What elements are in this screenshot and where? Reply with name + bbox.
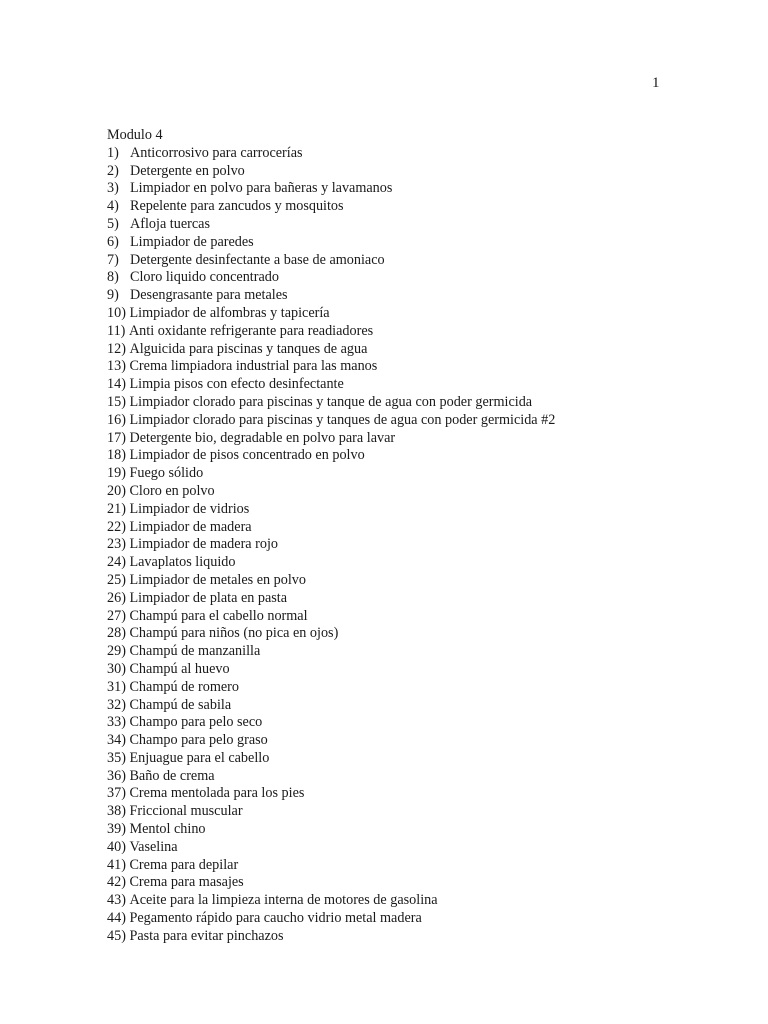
list-item [107, 821, 727, 839]
list-item-number: 23) [107, 536, 130, 553]
list-item-text: Champú al huevo [129, 660, 230, 677]
list-item [107, 732, 727, 750]
product-list [107, 145, 727, 946]
list-item-text: Crema mentolada para los pies [129, 785, 305, 802]
list-item-number: 37) [107, 785, 130, 802]
list-item-number: 6) [107, 233, 119, 250]
list-item-number: 7) [107, 251, 119, 268]
list-item-text: Cloro en polvo [129, 482, 215, 499]
list-item-text: Limpiador de madera [129, 518, 252, 535]
list-item-text: Limpiador de paredes [130, 233, 254, 250]
list-item-text: Lavaplatos liquido [129, 554, 236, 571]
list-item-text: Fuego sólido [129, 465, 204, 482]
list-item-text: Crema para depilar [129, 856, 239, 873]
list-item [107, 643, 727, 661]
list-item-number: 9) [107, 287, 119, 304]
list-item [107, 305, 727, 323]
list-item-number: 12) [107, 340, 130, 357]
list-item [107, 180, 727, 198]
list-item [107, 572, 727, 590]
list-item-text: Vaselina [129, 838, 178, 855]
list-item [107, 625, 727, 643]
list-item-text: Champú para el cabello normal [129, 607, 308, 624]
list-item-number: 24) [107, 554, 130, 571]
list-item-number: 2) [107, 162, 119, 179]
list-item-text: Limpiador de madera rojo [129, 536, 278, 553]
list-item [107, 661, 727, 679]
list-item [107, 928, 727, 946]
list-item-text: Champú de sabila [129, 696, 232, 713]
list-item-number: 45) [107, 927, 130, 944]
list-item-number: 25) [107, 571, 130, 588]
list-item [107, 412, 727, 430]
list-item-text: Detergente en polvo [130, 162, 245, 179]
list-item-text: Champú de manzanilla [129, 643, 261, 660]
list-item-text: Baño de crema [129, 767, 215, 784]
list-item [107, 394, 727, 412]
list-item [107, 483, 727, 501]
list-item [107, 608, 727, 626]
list-item-number: 16) [107, 411, 130, 428]
list-item-text: Champú para niños (no pica en ojos) [129, 625, 339, 642]
list-item-text: Crema para masajes [129, 874, 244, 891]
list-item [107, 430, 727, 448]
list-item-text: Limpiador de alfombras y tapicería [129, 304, 330, 321]
list-item-number: 19) [107, 465, 130, 482]
list-item-number: 42) [107, 874, 130, 891]
list-item-text: Afloja tuercas [130, 215, 210, 232]
list-item [107, 590, 727, 608]
list-item [107, 803, 727, 821]
list-item-text: Limpiador clorado para piscinas y tanque de agua con poder germicida [129, 393, 533, 410]
list-item-number: 38) [107, 803, 130, 820]
list-item-number: 40) [107, 838, 130, 855]
list-item-text: Repelente para zancudos y mosquitos [130, 198, 344, 215]
list-item-number: 44) [107, 910, 130, 927]
list-item [107, 785, 727, 803]
list-item-text: Champo para pelo graso [129, 732, 268, 749]
list-item-number: 43) [107, 892, 130, 909]
list-item [107, 341, 727, 359]
list-item-text: Alguicida para piscinas y tanques de agua [129, 340, 368, 357]
list-item [107, 198, 727, 216]
list-item-text: Aceite para la limpieza interna de motores de gasolina [129, 892, 438, 909]
list-item [107, 910, 727, 928]
list-item-number: 15) [107, 393, 130, 410]
list-item-text: Limpiador de metales en polvo [129, 571, 306, 588]
list-item [107, 465, 727, 483]
list-item-text: Pasta para evitar pinchazos [129, 927, 284, 944]
list-item [107, 857, 727, 875]
list-item [107, 269, 727, 287]
list-item-text: Detergente bio, degradable en polvo para lavar [129, 429, 396, 446]
list-item-number: 3) [107, 180, 119, 197]
list-item-number: 34) [107, 732, 130, 749]
module-heading: Modulo 4 [107, 127, 163, 143]
list-item-number: 11) [107, 322, 129, 339]
list-item-number: 8) [107, 269, 119, 286]
list-item-text: Anticorrosivo para carrocerías [130, 144, 303, 161]
list-item-number: 10) [107, 304, 130, 321]
list-item [107, 323, 727, 341]
list-item-number: 17) [107, 429, 130, 446]
list-item-number: 41) [107, 856, 130, 873]
list-item-text: Pegamento rápido para caucho vidrio metal madera [129, 910, 422, 927]
list-item [107, 145, 727, 163]
list-item-number: 20) [107, 482, 130, 499]
list-item [107, 892, 727, 910]
list-item-number: 1) [107, 144, 119, 161]
list-item-text: Cloro liquido concentrado [130, 269, 279, 286]
list-item-number: 27) [107, 607, 130, 624]
list-item-text: Limpiador clorado para piscinas y tanques de agua con poder germicida #2 [129, 411, 556, 428]
list-item [107, 163, 727, 181]
list-item-number: 30) [107, 660, 130, 677]
list-item-text: Champú de romero [129, 678, 239, 695]
list-item [107, 376, 727, 394]
list-item-number: 4) [107, 198, 119, 215]
list-item-text: Detergente desinfectante a base de amoniaco [130, 251, 385, 268]
list-item [107, 714, 727, 732]
list-item-number: 35) [107, 749, 130, 766]
list-item-number: 21) [107, 500, 130, 517]
list-item [107, 697, 727, 715]
list-item-text: Limpiador de plata en pasta [129, 589, 288, 606]
list-item [107, 554, 727, 572]
list-item-number: 28) [107, 625, 130, 642]
list-item [107, 216, 727, 234]
list-item-number: 29) [107, 643, 130, 660]
list-item-text: Enjuague para el cabello [129, 749, 270, 766]
list-item-number: 33) [107, 714, 130, 731]
list-item-text: Desengrasante para metales [130, 287, 288, 304]
list-item [107, 874, 727, 892]
list-item-text: Mentol chino [129, 821, 206, 838]
list-item-number: 26) [107, 589, 130, 606]
list-item-text: Limpia pisos con efecto desinfectante [129, 376, 344, 393]
list-item-text: Limpiador en polvo para bañeras y lavamanos [130, 180, 393, 197]
list-item-number: 13) [107, 358, 130, 375]
list-item-text: Friccional muscular [129, 803, 243, 820]
list-item-number: 14) [107, 376, 130, 393]
list-item [107, 358, 727, 376]
list-item-number: 18) [107, 447, 130, 464]
list-item [107, 768, 727, 786]
list-item-text: Anti oxidante refrigerante para readiadores [128, 322, 374, 339]
list-item-number: 39) [107, 821, 130, 838]
list-item [107, 287, 727, 305]
list-item-text: Champo para pelo seco [129, 714, 263, 731]
list-item [107, 234, 727, 252]
list-item [107, 839, 727, 857]
list-item [107, 252, 727, 270]
document-body [107, 127, 727, 946]
list-item [107, 536, 727, 554]
list-item-number: 31) [107, 678, 130, 695]
list-item-text: Limpiador de pisos concentrado en polvo [129, 447, 365, 464]
list-item [107, 679, 727, 697]
list-item-number: 22) [107, 518, 130, 535]
list-item-text: Limpiador de vidrios [129, 500, 250, 517]
list-item-number: 32) [107, 696, 130, 713]
list-item-number: 5) [107, 215, 119, 232]
list-item-text: Crema limpiadora industrial para las manos [129, 358, 378, 375]
list-item [107, 750, 727, 768]
list-item [107, 447, 727, 465]
list-item [107, 519, 727, 537]
list-item [107, 501, 727, 519]
page-number: 1 [652, 75, 660, 91]
list-item-number: 36) [107, 767, 130, 784]
